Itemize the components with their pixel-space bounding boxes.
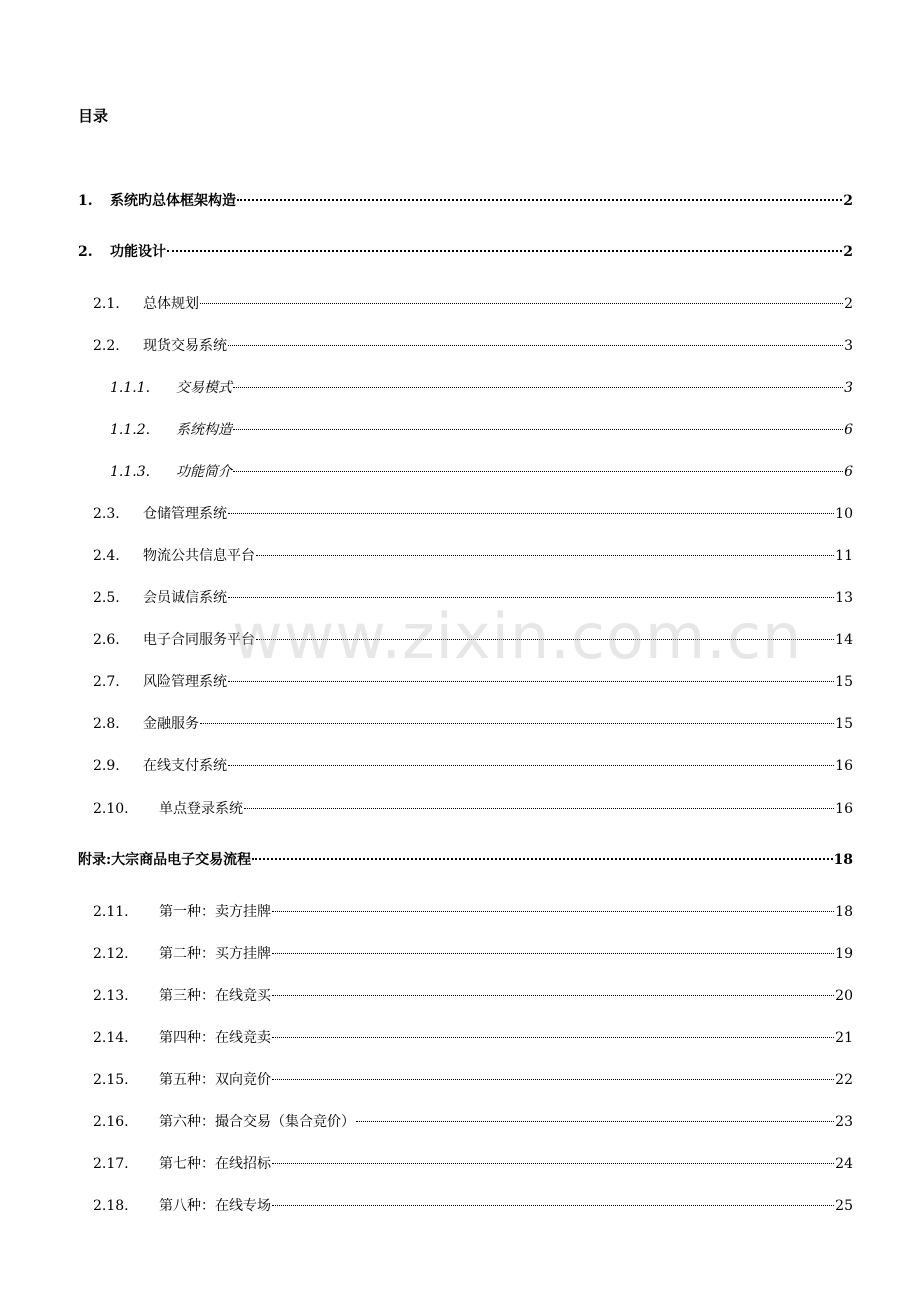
toc-entry[interactable] (78, 189, 853, 213)
toc-entry-page: 15 (835, 716, 853, 732)
dot-leader (228, 345, 843, 346)
dot-leader (252, 858, 832, 860)
dot-leader (272, 1079, 834, 1080)
dot-leader (356, 1121, 834, 1122)
dot-leader (272, 953, 834, 954)
dot-leader (167, 250, 842, 252)
dot-leader (256, 639, 834, 640)
toc-entry-page: 13 (835, 590, 853, 606)
toc-entry-number: 2.18. (93, 1198, 129, 1214)
toc-entry-text: 单点登录系统 (159, 801, 243, 817)
dot-leader (233, 387, 843, 388)
toc-entry[interactable] (93, 1194, 853, 1218)
toc-entry[interactable] (110, 418, 853, 442)
toc-entry-page: 2 (843, 244, 853, 260)
toc-entry-text: 金融服务 (143, 716, 199, 732)
dot-leader (272, 911, 834, 912)
dot-leader (233, 429, 843, 430)
dot-leader (272, 995, 834, 996)
dot-leader (256, 555, 834, 556)
watermark: www.zixin.com.cn (232, 600, 803, 673)
toc-entry-page: 3 (844, 338, 853, 354)
dot-leader (228, 681, 834, 682)
toc-entry-page: 23 (835, 1114, 853, 1130)
toc-entry-text: 功能简介 (176, 464, 232, 480)
toc-entry-page: 25 (835, 1198, 853, 1214)
toc-entry-text: 电子合同服务平台 (143, 632, 255, 648)
toc-entry-text: 会员诚信系统 (143, 590, 227, 606)
toc-entry[interactable] (93, 712, 853, 736)
toc-entry-page: 24 (835, 1156, 853, 1172)
toc-entry-number: 2.12. (93, 946, 129, 962)
toc-entry-number: 2.11. (93, 904, 129, 920)
dot-leader (237, 199, 842, 201)
toc-entry[interactable] (93, 1026, 853, 1050)
toc-entry-text: 系统构造 (176, 422, 232, 438)
toc-entry[interactable] (78, 848, 853, 872)
dot-leader (272, 1037, 834, 1038)
toc-entry-page: 19 (835, 946, 853, 962)
toc-entry-number: 2.5. (93, 590, 120, 606)
toc-entry-text: 第二种：买方挂牌 (159, 946, 271, 962)
toc-entry-number: 2. (78, 244, 93, 260)
toc-entry-page: 2 (844, 296, 853, 312)
toc-entry-number: 1.1.3. (110, 464, 151, 480)
toc-entry-text: 附录:大宗商品电子交易流程 (78, 852, 252, 868)
toc-entry[interactable] (93, 900, 853, 924)
toc-entry[interactable] (78, 240, 853, 264)
toc-entry[interactable] (93, 1110, 853, 1134)
toc-entry-page: 14 (835, 632, 853, 648)
toc-entry[interactable] (110, 376, 853, 400)
toc-entry[interactable] (93, 334, 853, 358)
toc-entry-page: 21 (835, 1030, 853, 1046)
toc-entry-number: 2.9. (93, 758, 120, 774)
toc-entry[interactable] (110, 460, 853, 484)
toc-entry-page: 15 (835, 674, 853, 690)
toc-entry-text: 第八种：在线专场 (159, 1198, 271, 1214)
toc-entry-number: 1. (78, 193, 93, 209)
toc-entry-number: 2.16. (93, 1114, 129, 1130)
toc-entry[interactable] (93, 754, 853, 778)
toc-entry[interactable] (93, 984, 853, 1008)
dot-leader (272, 1205, 834, 1206)
toc-entry-page: 18 (835, 904, 853, 920)
toc-entry-page: 2 (843, 193, 853, 209)
toc-entry-text: 第七种：在线招标 (159, 1156, 271, 1172)
dot-leader (272, 1163, 834, 1164)
toc-entry[interactable] (93, 292, 853, 316)
toc-entry-page: 10 (835, 506, 853, 522)
toc-entry[interactable] (93, 670, 853, 694)
toc-entry[interactable] (93, 1152, 853, 1176)
toc-entry[interactable] (93, 544, 853, 568)
toc-entry-number: 2.6. (93, 632, 120, 648)
toc-entry-page: 16 (835, 801, 853, 817)
toc-entry-text: 第一种：卖方挂牌 (159, 904, 271, 920)
dot-leader (228, 765, 834, 766)
toc-entry-number: 2.7. (93, 674, 120, 690)
toc-entry-text: 功能设计 (110, 244, 166, 260)
toc-entry-text: 第三种：在线竞买 (159, 988, 271, 1004)
toc-entry[interactable] (93, 1068, 853, 1092)
toc-entry-page: 20 (835, 988, 853, 1004)
toc-entry-page: 6 (844, 464, 853, 480)
toc-entry-text: 总体规划 (143, 296, 199, 312)
toc-entry-text: 物流公共信息平台 (143, 548, 255, 564)
dot-leader (200, 723, 834, 724)
toc-entry-number: 2.8. (93, 716, 120, 732)
toc-entry-number: 2.1. (93, 296, 120, 312)
toc-entry-page: 18 (833, 852, 853, 868)
dot-leader (200, 303, 843, 304)
toc-entry-number: 2.17. (93, 1156, 129, 1172)
toc-entry-number: 2.15. (93, 1072, 129, 1088)
toc-entry-page: 16 (835, 758, 853, 774)
dot-leader (233, 471, 843, 472)
toc-entry-page: 22 (835, 1072, 853, 1088)
toc-title: 目录 (78, 107, 109, 125)
toc-entry-text: 系统旳总体框架构造 (110, 193, 236, 209)
toc-entry-number: 1.1.1. (110, 380, 151, 396)
dot-leader (244, 808, 834, 809)
toc-entry[interactable] (93, 942, 853, 966)
toc-entry-text: 风险管理系统 (143, 674, 227, 690)
toc-entry[interactable] (93, 586, 853, 610)
toc-entry-number: 2.2. (93, 338, 120, 354)
toc-entry-text: 第四种：在线竞卖 (159, 1030, 271, 1046)
toc-entry-text: 第五种：双向竞价 (159, 1072, 271, 1088)
toc-entry-text: 仓储管理系统 (143, 506, 227, 522)
dot-leader (228, 597, 834, 598)
toc-entry-text: 交易模式 (176, 380, 232, 396)
toc-entry-text: 第六种：撮合交易（集合竞价） (159, 1114, 355, 1130)
toc-entry-number: 2.4. (93, 548, 120, 564)
toc-entry[interactable] (93, 628, 853, 652)
toc-entry[interactable] (93, 502, 853, 526)
toc-entry-page: 6 (844, 422, 853, 438)
toc-entry-page: 11 (835, 548, 853, 564)
dot-leader (228, 513, 834, 514)
toc-entry-number: 2.13. (93, 988, 129, 1004)
toc-entry-text: 现货交易系统 (143, 338, 227, 354)
toc-entry-text: 在线支付系统 (143, 758, 227, 774)
toc-entry-number: 1.1.2. (110, 422, 151, 438)
toc-entry-number: 2.14. (93, 1030, 129, 1046)
toc-entry[interactable] (93, 797, 853, 821)
toc-entry-page: 3 (844, 380, 853, 396)
toc-entry-number: 2.10. (93, 801, 129, 817)
toc-entry-number: 2.3. (93, 506, 120, 522)
